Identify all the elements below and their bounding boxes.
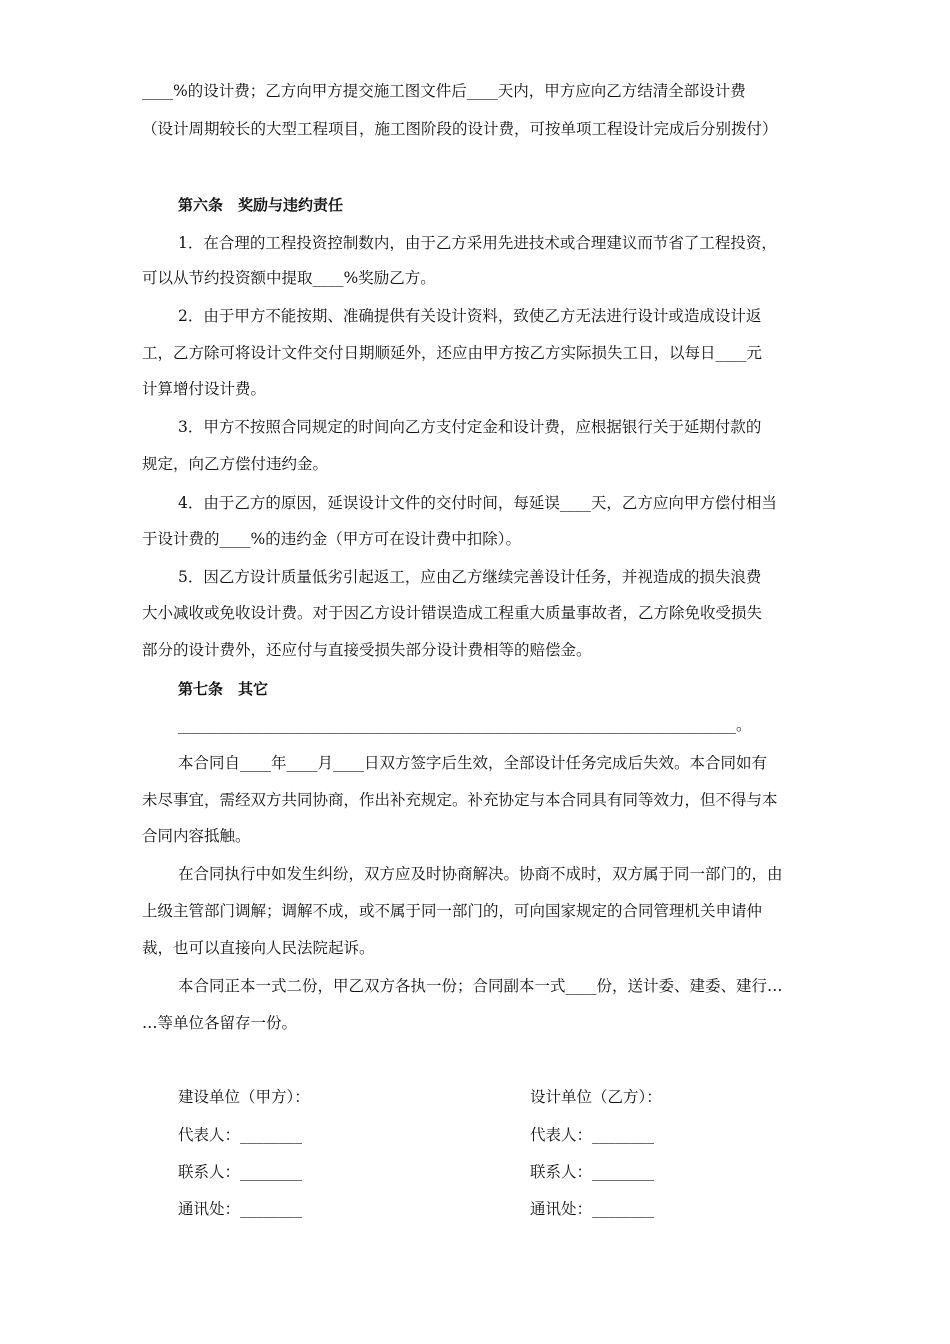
text-line: 4．由于乙方的原因，延误设计文件的交付时间，每延误____天，乙方应向甲方偿付相当: [178, 494, 777, 512]
blank-fill-line: ________________________________________________________________________。: [178, 716, 752, 734]
text-line: 工，乙方除可将设计文件交付日期顺延外，还应由甲方按乙方实际损失工日，以每日____元: [142, 344, 763, 362]
party-b-contact: 联系人：________: [530, 1163, 655, 1181]
text-line: 合同内容抵触。: [142, 827, 251, 845]
text-line: （设计周期较长的大型工程项目，施工图阶段的设计费，可按单项工程设计完成后分别拨付）: [142, 120, 778, 138]
text-line: ____%的设计费；乙方向甲方提交施工图文件后____天内，甲方应向乙方结清全部设计费: [142, 82, 746, 100]
text-line: 在合同执行中如发生纠纷，双方应及时协商解决。协商不成时，双方属于同一部门的，由: [178, 865, 783, 883]
text-line: 裁，也可以直接向人民法院起诉。: [142, 939, 375, 957]
text-line: 大小减收或免收设计费。对于因乙方设计错误造成工程重大质量事故者，乙方除免收受损失: [142, 604, 763, 622]
text-line: 本合同自____年____月____日双方签字后生效，全部设计任务完成后失效。本合同如有: [178, 754, 768, 772]
text-line: 未尽事宜，需经双方共同协商，作出补充规定。补充协定与本合同具有同等效力，但不得与本: [142, 791, 778, 809]
text-line: …等单位各留存一份。: [142, 1014, 298, 1032]
party-b-label: 设计单位（乙方）：: [530, 1088, 662, 1106]
party-a-representative: 代表人：________: [178, 1126, 303, 1144]
party-a-contact: 联系人：________: [178, 1163, 303, 1181]
party-b-address: 通讯处：________: [530, 1200, 655, 1218]
text-line: 部分的设计费外，还应付与直接受损失部分设计费相等的赔偿金。: [142, 641, 592, 659]
party-a-label: 建设单位（甲方）：: [178, 1088, 310, 1106]
party-a-address: 通讯处：________: [178, 1200, 303, 1218]
text-line: 3．甲方不按照合同规定的时间向乙方支付定金和设计费，应根据银行关于延期付款的: [178, 418, 762, 436]
text-line: 2．由于甲方不能按期、准确提供有关设计资料，致使乙方无法进行设计或造成设计返: [178, 307, 762, 325]
text-line: 可以从节约投资额中提取____%奖励乙方。: [142, 269, 436, 287]
text-line: 于设计费的____%的违约金（甲方可在设计费中扣除）。: [142, 530, 521, 548]
party-b-representative: 代表人：________: [530, 1126, 655, 1144]
article-6-heading: 第六条 奖励与违约责任: [178, 196, 344, 214]
text-line: 本合同正本一式二份，甲乙双方各执一份；合同副本一式____份，送计委、建委、建行…: [178, 977, 783, 995]
article-7-heading: 第七条 其它: [178, 680, 269, 698]
text-line: 计算增付设计费。: [142, 380, 267, 398]
text-line: 规定，向乙方偿付违约金。: [142, 455, 329, 473]
text-line: 5．因乙方设计质量低劣引起返工，应由乙方继续完善设计任务，并视造成的损失浪费: [178, 568, 762, 586]
text-line: 上级主管部门调解；调解不成，或不属于同一部门的，可向国家规定的合同管理机关申请仲: [142, 902, 763, 920]
text-line: 1．在合理的工程投资控制数内，由于乙方采用先进技术或合理建议而节省了工程投资，: [178, 234, 777, 252]
